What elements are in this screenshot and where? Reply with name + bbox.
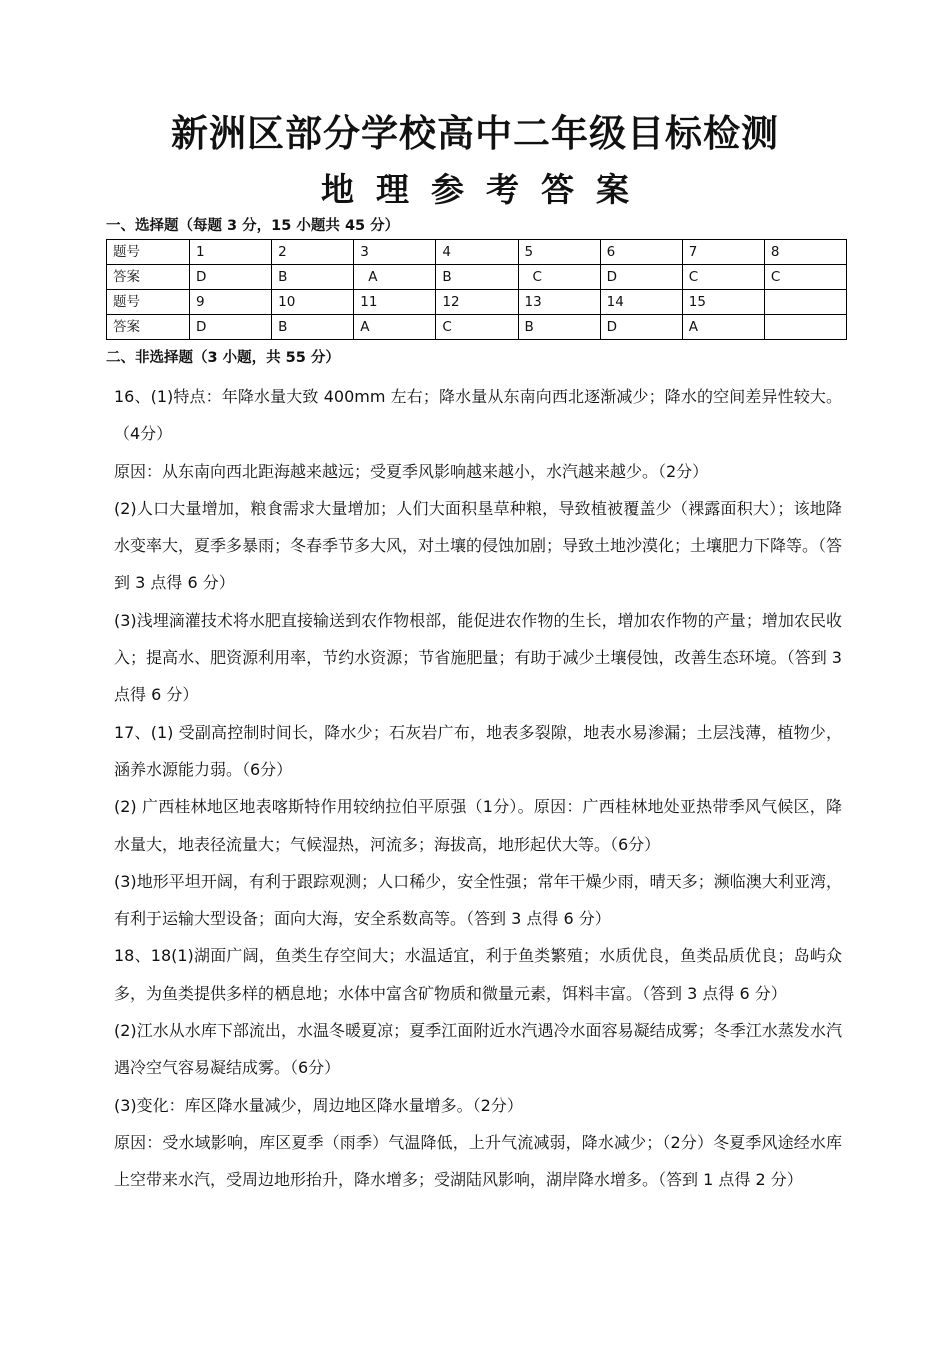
answer-paragraph: (2)人口大量增加，粮食需求大量增加；人们大面积垦草种粮，导致植被覆盖少（裸露面积大）；该地降水变率大，夏季多暴雨；冬春季节多大风，对土壤的侵蚀加剧；导致土地沙漠化；土壤肥力下降等。（答到 3 点得 6 分） — [114, 498, 843, 593]
table-cell: A — [682, 315, 764, 340]
answer-paragraph: (3)地形平坦开阔，有利于跟踪观测；人口稀少，安全性强；常年干燥少雨，晴天多；濒临澳大利亚湾，有利于运输大型设备；面向大海，安全系数高等。（答到 3 点得 6 分） — [114, 871, 842, 929]
answer-body — [114, 378, 842, 1199]
table-cell: B — [436, 265, 518, 290]
answer-paragraph: 16、(1)特点：年降水量大致 400mm 左右；降水量从东南向西北逐渐减少；降水的空间差异性较大。（4分） — [114, 387, 842, 444]
answer-paragraph: 原因：从东南向西北距海越来越远；受夏季风影响越来越小，水汽越来越少。（2分） — [114, 461, 709, 481]
table-row — [107, 240, 847, 265]
table-cell: D — [190, 315, 272, 340]
answer-paragraph: (2)江水从水库下部流出，水温冬暖夏凉；夏季江面附近水汽遇冷水面容易凝结成雾；冬季江水蒸发水汽遇冷空气容易凝结成雾。（6分） — [114, 1021, 842, 1078]
table-cell: 13 — [518, 290, 600, 315]
answer-table — [106, 239, 847, 340]
table-cell: 7 — [682, 240, 764, 265]
table-cell: C — [518, 265, 600, 290]
table-cell: 10 — [272, 290, 354, 315]
table-cell: B — [518, 315, 600, 340]
table-cell: 3 — [354, 240, 436, 265]
table-cell: C — [682, 265, 764, 290]
table-cell: 9 — [190, 290, 272, 315]
table-row-header: 题号 — [107, 240, 190, 265]
table-row — [107, 315, 847, 340]
table-cell: B — [272, 265, 354, 290]
table-cell: A — [354, 315, 436, 340]
table-cell: C — [436, 315, 518, 340]
table-row — [107, 290, 847, 315]
table-cell: 11 — [354, 290, 436, 315]
table-cell: 5 — [518, 240, 600, 265]
section-heading-choice: 一、选择题（每题 3 分，15 小题共 45 分） — [106, 218, 400, 234]
table-row-header: 答案 — [107, 315, 190, 340]
table-cell: 1 — [190, 240, 272, 265]
table-cell — [764, 290, 846, 315]
page-subtitle: 地理参考答案 — [321, 170, 651, 209]
table-row-header: 答案 — [107, 265, 190, 290]
table-cell: 12 — [436, 290, 518, 315]
table-cell: 6 — [600, 240, 682, 265]
answer-paragraph: 原因：受水域影响，库区夏季（雨季）气温降低，上升气流减弱，降水减少；（2分）冬夏季风途经水库上空带来水汽，受周边地形抬升，降水增多；受湖陆风影响，湖岸降水增多。（答到 1 点得 2 分） — [114, 1132, 842, 1190]
table-row — [107, 265, 847, 290]
answer-paragraph: 18、18(1)湖面广阔，鱼类生存空间大；水温适宜，利于鱼类繁殖；水质优良，鱼类品质优良；岛屿众多，为鱼类提供多样的栖息地；水体中富含矿物质和微量元素，饵料丰富。（答到 3 点得 6 分） — [114, 946, 842, 1003]
table-cell: D — [600, 315, 682, 340]
table-cell: B — [272, 315, 354, 340]
answer-paragraph: (2) 广西桂林地区地表喀斯特作用较纳拉伯平原强（1分）。原因：广西桂林地处亚热带季风气候区，降水量大，地表径流量大；气候湿热，河流多；海拔高，地形起伏大等。（6分） — [114, 797, 842, 854]
page-title: 新洲区部分学校高中二年级目标检测 — [171, 112, 779, 155]
table-cell: D — [190, 265, 272, 290]
answer-paragraph: (3)浅埋滴灌技术将水肥直接输送到农作物根部，能促进农作物的生长，增加农作物的产量；增加农民收入；提高水、肥资源利用率，节约水资源；节省施肥量；有助于减少土壤侵蚀，改善生态环境。（答到 3 点得 6 分） — [114, 610, 842, 705]
table-cell: 14 — [600, 290, 682, 315]
answer-paragraph: 17、(1) 受副高控制时间长，降水少；石灰岩广布，地表多裂隙，地表水易渗漏；土层浅薄，植物少，涵养水源能力弱。（6分） — [114, 722, 842, 779]
table-cell: D — [600, 265, 682, 290]
section-heading-nonchoice: 二、非选择题（3 小题，共 55 分） — [106, 350, 340, 366]
table-cell — [764, 315, 846, 340]
table-cell: C — [764, 265, 846, 290]
table-cell: 8 — [764, 240, 846, 265]
answer-paragraph: (3)变化：库区降水量减少，周边地区降水量增多。（2分） — [114, 1095, 523, 1115]
table-cell: 2 — [272, 240, 354, 265]
table-row-header: 题号 — [107, 290, 190, 315]
table-cell: 15 — [682, 290, 764, 315]
table-cell: 4 — [436, 240, 518, 265]
table-cell: A — [354, 265, 436, 290]
